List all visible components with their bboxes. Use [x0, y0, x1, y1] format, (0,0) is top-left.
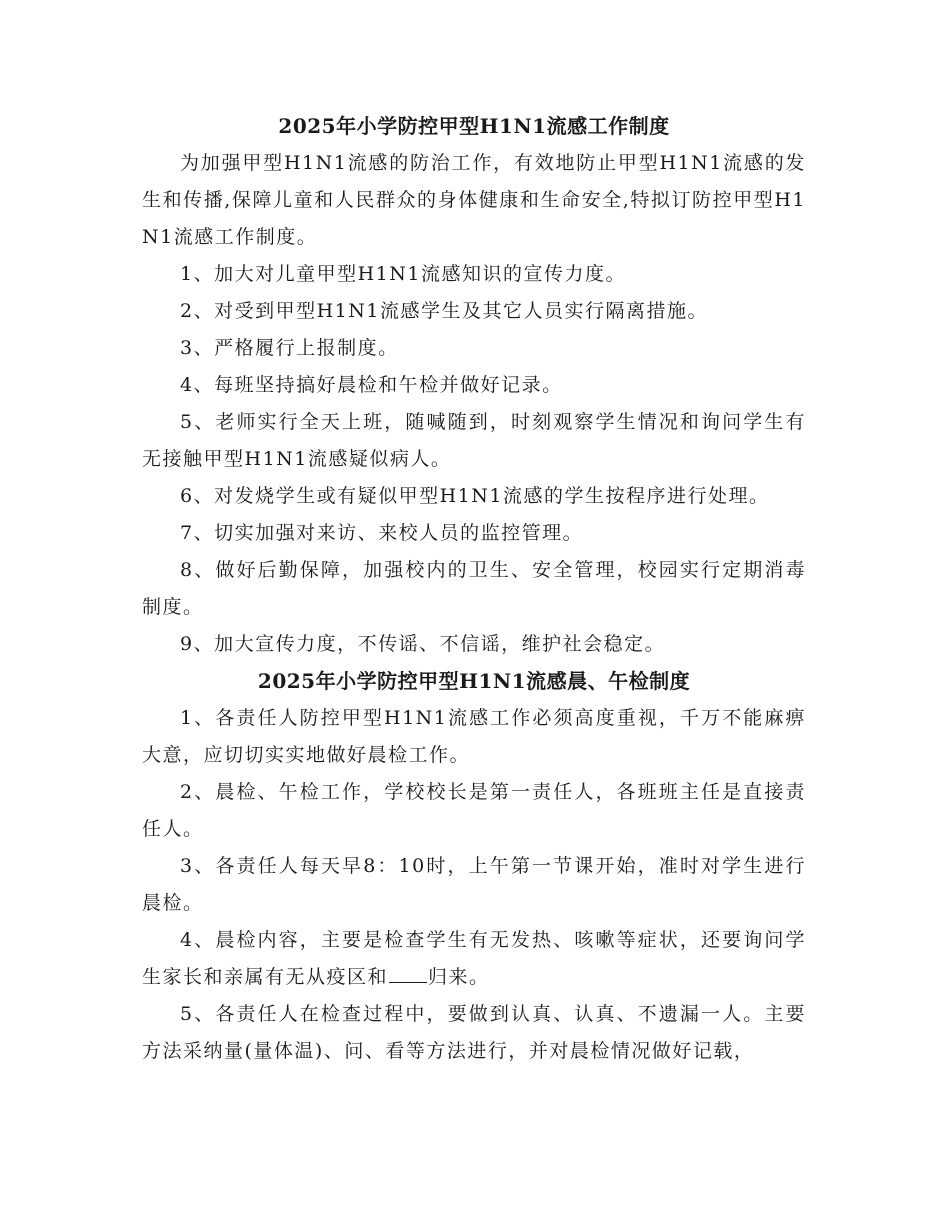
section1-item-4: 4、每班坚持搞好晨检和午检并做好记录。 [180, 374, 563, 396]
section1-item-3: 3、严格履行上报制度。 [180, 337, 399, 359]
section2-item-2: 2、晨检、午检工作，学校校长是第一责任人，各班班主任是直接责任人。 [142, 781, 806, 840]
section1-item-8: 8、做好后勤保障，加强校内的卫生、安全管理，校园实行定期消毒制度。 [142, 559, 806, 618]
fill-in-blank [389, 964, 427, 983]
section1-item-7: 7、切实加强对来访、来校人员的监控管理。 [180, 522, 584, 544]
section2-item-1: 1、各责任人防控甲型H1N1流感工作必须高度重视，千万不能麻痹大意，应切切实实地做好晨检工作。 [142, 707, 806, 766]
section2-title: 2025年小学防控甲型H1N1流感晨、午检制度 [257, 669, 691, 693]
section1-item-1: 1、加大对儿童甲型H1N1流感知识的宣传力度。 [180, 263, 626, 285]
section2-item-5: 5、各责任人在检查过程中，要做到认真、认真、不遗漏一人。主要方法采纳量(量体温)、问、看等方法进行，并对晨检情况做好记载， [142, 1003, 806, 1062]
section2-item-4 [142, 922, 806, 996]
section1-title: 2025年小学防控甲型H1N1流感工作制度 [278, 114, 670, 138]
document-page [142, 108, 806, 1070]
section2-item-4-text: 4、晨检内容，主要是检查学生有无发热、咳嗽等症状，还要询问学生家长和亲属有无从疫区和 [142, 929, 806, 988]
section2-item-4-end: 归来。 [428, 966, 490, 988]
section1-item-5: 5、老师实行全天上班，随喊随到，时刻观察学生情况和询问学生有无接触甲型H1N1流感疑似病人。 [142, 411, 806, 470]
section1-item-6: 6、对发烧学生或有疑似甲型H1N1流感的学生按程序进行处理。 [180, 485, 770, 507]
section2-item-3: 3、各责任人每天早8：10时，上午第一节课开始，准时对学生进行晨检。 [142, 855, 806, 914]
section1-item-2: 2、对受到甲型H1N1流感学生及其它人员实行隔离措施。 [180, 300, 708, 322]
section1-item-9: 9、加大宣传力度，不传谣、不信谣，维护社会稳定。 [180, 633, 666, 655]
section1-intro: 为加强甲型H1N1流感的防治工作，有效地防止甲型H1N1流感的发生和传播,保障儿童和人民群众的身体健康和生命安全,特拟订防控甲型H1N1流感工作制度。 [142, 152, 806, 248]
